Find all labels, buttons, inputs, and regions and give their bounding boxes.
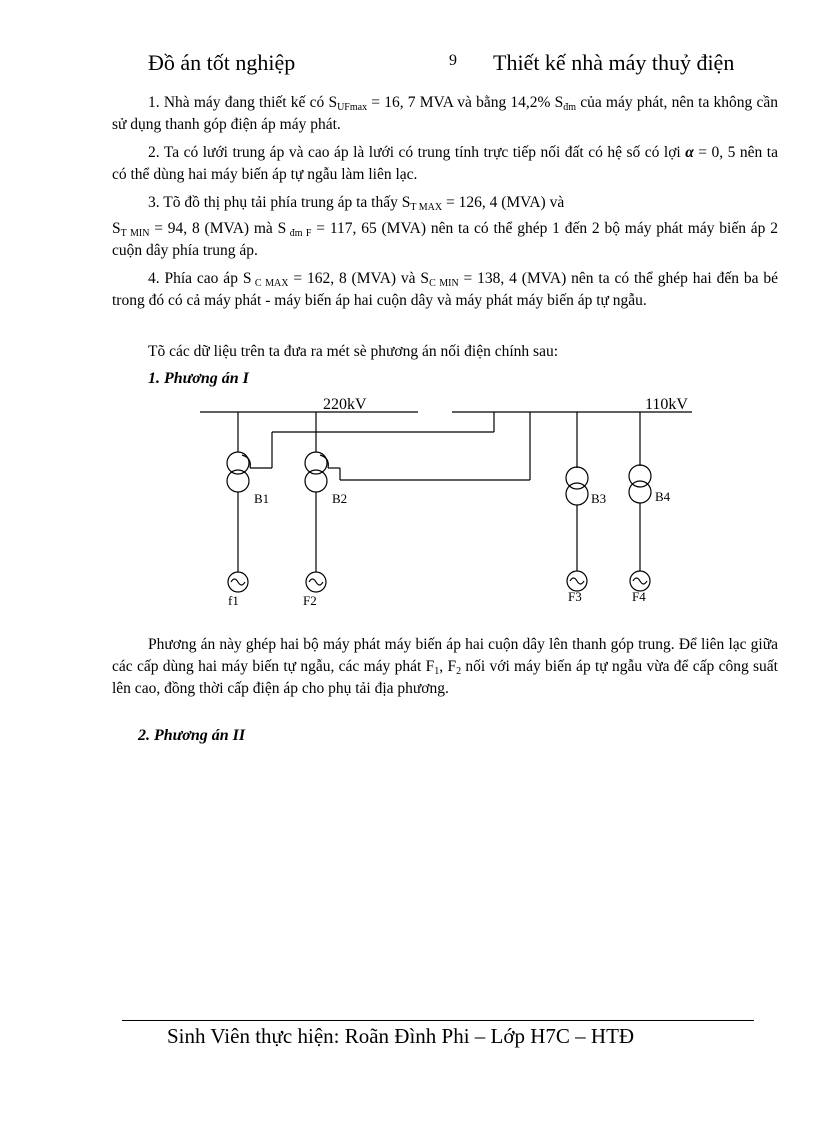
- heading-option-2: 2. Phương án II: [138, 727, 246, 744]
- label-b3: B3: [591, 491, 607, 506]
- label-110kv: 110kV: [645, 396, 688, 413]
- single-line-diagram: [180, 388, 720, 613]
- label-b4: B4: [655, 489, 671, 504]
- label-f1: f1: [228, 593, 239, 608]
- transformer-b1-upper: [227, 452, 249, 474]
- label-b2: B2: [332, 491, 348, 506]
- label-f3: F3: [568, 589, 582, 604]
- transformer-b4-lower: [629, 481, 651, 503]
- transformer-b1-lower: [227, 470, 249, 492]
- page-number: 9: [449, 52, 457, 69]
- paragraph-4: 4. Phía cao áp S $_{C MAX}$ = 162, 8 (MVA) và $S_{C MIN} = 138$, 4 (MVA) nên ta có thể ghép hai đến ba bé trong đó có cả máy phát - máy biến áp hai cuộn dây và máy phát máy biến áp tự ngẫu.: [112, 270, 778, 309]
- paragraph-5: Tõ các dữ liệu trên ta đưa ra mét sè phương án nối điện chính sau:: [148, 343, 559, 360]
- label-b1: B1: [254, 491, 270, 506]
- paragraph-1: 1. Nhà máy đang thiết kế có $S_{UFmax} = 16$, 7 MVA và bằng 14,2% $S_{đm}$ của máy phát, nên ta không cần sử dụng thanh góp điện áp máy phát.: [112, 94, 778, 133]
- transformer-b2-lower: [305, 470, 327, 492]
- label-f2: F2: [303, 593, 317, 608]
- transformer-b3-lower: [566, 483, 588, 505]
- paragraph-6: Phương án này ghép hai bộ máy phát máy biến áp hai cuộn dây lên thanh góp trung. Để liên lạc giữa các cấp dùng hai máy biến tự ngẫu, các máy phát $F_1$, $F_2$ nối với máy biến áp tự ngẫu vừa để cấp công suất lên cao, đồng thời cấp điện áp cho phụ tải địa phương.: [112, 636, 778, 697]
- paragraph-3-continued: $S_{T MIN} = 94$, 8 (MVA) mà S $_{đm F}$ = 117, 65 (MVA) nên ta có thể ghép 1 đến 2 bộ máy phát máy biến áp 2 cuộn dây phía trung áp.: [112, 220, 778, 259]
- header-title-left: Đồ án tốt nghiệp: [148, 50, 296, 75]
- label-f4: F4: [632, 589, 646, 604]
- label-220kv: 220kV: [323, 396, 367, 413]
- footer-text: Sinh Viên thực hiện: Roãn Đình Phi – Lớp H7C – HTĐ: [167, 1024, 635, 1048]
- header-title-right: Thiết kế nhà máy thuỷ điện: [493, 50, 735, 75]
- paragraph-3: 3. Tõ đồ thị phụ tải phía trung áp ta thấy $S_{T MAX} = 126$, 4 (MVA) và: [148, 194, 565, 213]
- paragraph-2: 2. Ta có lưới trung áp và cao áp là lưới có trung tính trực tiếp nối đất có hệ số có lợi α = 0, 5 nên ta có thể dùng hai máy biến áp tự ngẫu làm liên lạc.: [112, 144, 778, 183]
- footer-divider: [122, 1020, 754, 1021]
- heading-option-1: 1. Phương án I: [148, 370, 249, 387]
- transformer-b2-upper: [305, 452, 327, 474]
